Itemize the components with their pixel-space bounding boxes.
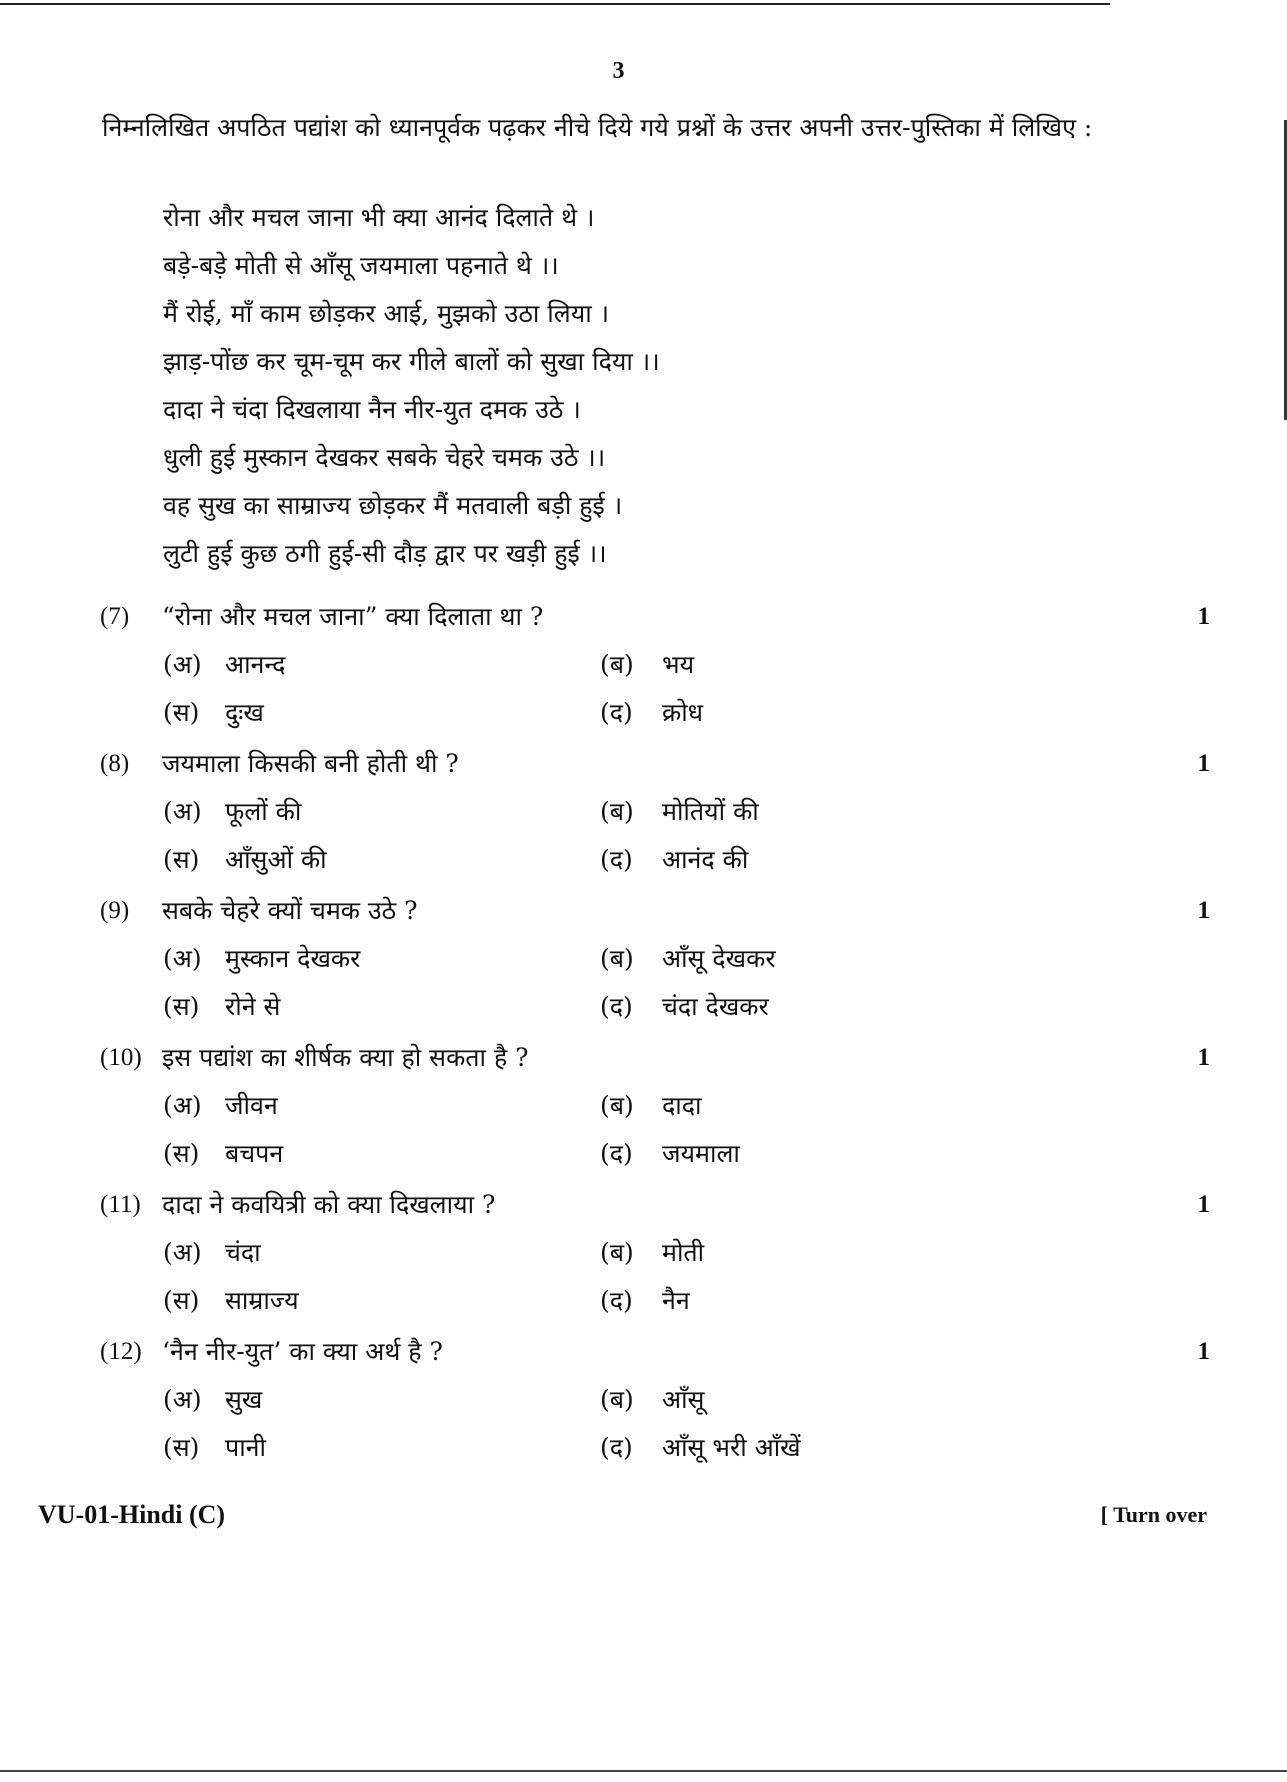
question-8 [100,745,1210,892]
option-c [163,694,264,732]
question-marks: 1 [1197,750,1210,777]
option-label: (द) [600,1433,633,1462]
question-number: (10) [100,1044,142,1071]
option-text: क्रोध [662,698,704,727]
option-text: साम्राज्य [225,1286,299,1315]
poem-line: झाड़-पोंछ कर चूम-चूम कर गीले बालों को सुखा दिया ।। [163,347,660,376]
option-c [163,988,280,1026]
option-text: जीवन [225,1091,278,1120]
option-text: जयमाला [662,1139,740,1168]
question-text: सबके चेहरे क्यों चमक उठे ? [162,896,418,925]
option-label: (ब) [600,1091,634,1120]
option-b [600,646,694,684]
option-label: (स) [163,845,200,874]
option-text: पानी [225,1433,267,1462]
option-label: (ब) [600,1385,634,1414]
option-a [163,940,360,978]
option-b [600,1234,704,1272]
question-marks: 1 [1197,897,1210,924]
option-label: (स) [163,1433,200,1462]
poem-line: लुटी हुई कुछ ठगी हुई-सी दौड़ द्वार पर खड़ी हुई ।। [163,539,607,568]
poem-line: वह सुख का साम्राज्य छोड़कर मैं मतवाली बड़ी हुई । [163,491,623,520]
question-number: (7) [100,603,130,630]
option-text: आनन्द [225,650,286,679]
option-label: (अ) [163,650,202,679]
option-label: (द) [600,845,633,874]
option-label: (स) [163,992,200,1021]
question-text: ‘नैन नीर-युत’ का क्या अर्थ है ? [162,1337,443,1366]
question-7 [100,598,1210,745]
question-text: “रोना और मचल जाना” क्या दिलाता था ? [162,602,544,631]
poem-line: धुली हुई मुस्कान देखकर सबके चेहरे चमक उठे ।। [163,443,606,472]
question-9 [100,892,1210,1039]
question-marks: 1 [1197,603,1210,630]
option-text: फूलों की [225,797,302,826]
option-text: बचपन [225,1139,284,1168]
option-text: चंदा देखकर [662,992,769,1021]
option-text: आँसू [662,1385,705,1414]
option-text: मुस्कान देखकर [225,944,361,973]
option-b [600,1087,702,1125]
bottom-border-line [0,1770,1287,1772]
option-text: रोने से [225,992,281,1021]
poem-line: दादा ने चंदा दिखलाया नैन नीर-युत दमक उठे । [163,395,581,424]
option-label: (स) [163,698,200,727]
option-label: (अ) [163,944,202,973]
option-a [163,1234,261,1272]
question-12 [100,1333,1210,1480]
option-text: सुख [225,1385,263,1414]
instruction-text: निम्नलिखित अपठित पद्यांश को ध्यानपूर्वक पढ़कर नीचे दिये गये प्रश्नों के उत्तर अपनी उत्तर-पुस्तिका में लिखिए : [102,113,1093,142]
poem-line: रोना और मचल जाना भी क्या आनंद दिलाते थे । [163,203,595,232]
question-10 [100,1039,1210,1186]
option-text: आँसू भरी आँखें [662,1433,801,1462]
option-d [600,1282,690,1320]
option-label: (अ) [163,1385,202,1414]
option-label: (ब) [600,1238,634,1267]
poem-line: मैं रोई, माँ काम छोड़कर आई, मुझको उठा लिया । [163,299,610,328]
option-text: दुःख [225,698,264,727]
top-border-line [0,3,1110,5]
page-number: 3 [612,58,625,84]
poem-line: बड़े-बड़े मोती से आँसू जयमाला पहनाते थे ।। [163,251,559,280]
question-text: इस पद्यांश का शीर्षक क्या हो सकता है ? [162,1043,529,1072]
option-a [163,1381,262,1419]
option-a [163,1087,278,1125]
option-b [600,793,759,831]
option-label: (ब) [600,797,634,826]
option-d [600,694,703,732]
question-number: (9) [100,897,130,924]
question-marks: 1 [1197,1191,1210,1218]
option-label: (ब) [600,944,634,973]
option-d [600,841,748,879]
option-c [163,1135,283,1173]
question-number: (8) [100,750,130,777]
option-c [163,841,327,879]
poem-block [163,198,660,582]
option-label: (स) [163,1286,200,1315]
option-label: (अ) [163,797,202,826]
option-text: भय [662,650,695,679]
option-d [600,1135,740,1173]
question-text: दादा ने कवयित्री को क्या दिखलाया ? [162,1190,496,1219]
option-label: (द) [600,1286,633,1315]
option-text: मोती [662,1238,705,1267]
option-label: (स) [163,1139,200,1168]
turn-over-note: [ Turn over [1100,1502,1207,1527]
option-text: आँसू देखकर [662,944,776,973]
option-label: (ब) [600,650,634,679]
option-b [600,1381,704,1419]
option-a [163,646,285,684]
question-marks: 1 [1197,1044,1210,1071]
option-b [600,940,776,978]
question-text: जयमाला किसकी बनी होती थी ? [162,749,459,778]
option-text: दादा [662,1091,702,1120]
option-label: (अ) [163,1238,202,1267]
option-c [163,1282,299,1320]
option-text: आँसुओं की [225,845,327,874]
option-d [600,988,769,1026]
question-11 [100,1186,1210,1333]
question-marks: 1 [1197,1338,1210,1365]
question-number: (11) [100,1191,141,1218]
option-text: नैन [662,1286,690,1315]
option-d [600,1429,801,1467]
option-label: (द) [600,1139,633,1168]
option-label: (अ) [163,1091,202,1120]
option-text: आनंद की [662,845,749,874]
option-label: (द) [600,992,633,1021]
questions-list [100,598,1210,1480]
option-text: मोतियों की [662,797,759,826]
option-text: चंदा [225,1238,261,1267]
question-number: (12) [100,1338,142,1365]
paper-code: VU-01-Hindi (C) [38,1500,226,1529]
option-a [163,793,301,831]
option-c [163,1429,266,1467]
option-label: (द) [600,698,633,727]
